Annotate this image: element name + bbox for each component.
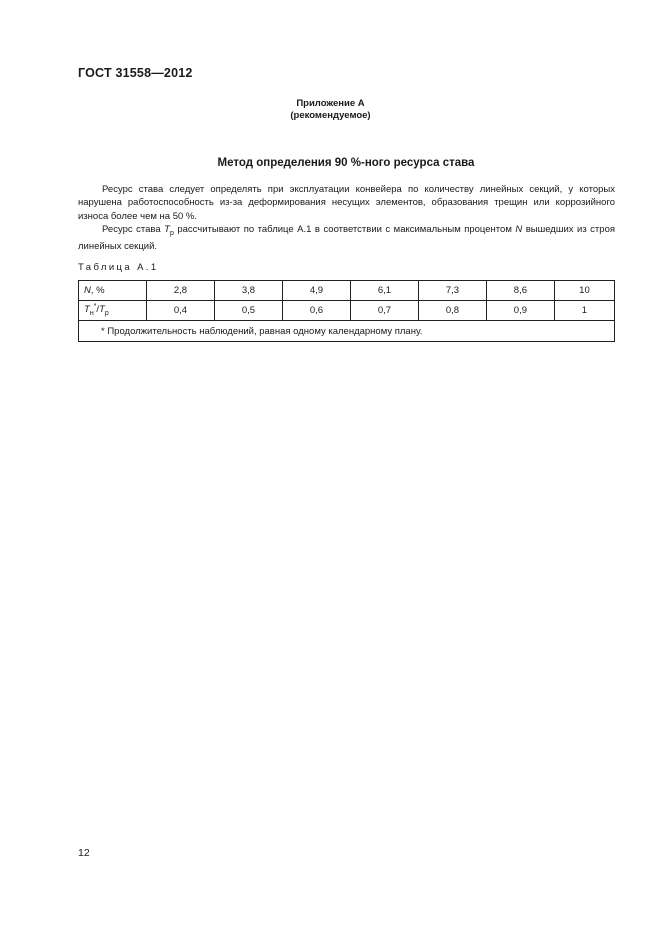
table-cell: 10 xyxy=(554,281,614,301)
ratio-t1-subscript: н xyxy=(89,310,94,318)
annex-status: (рекомендуемое) xyxy=(290,110,371,121)
section-title: Метод определения 90 %-ного ресурса става xyxy=(217,157,475,169)
document-code: ГОСТ 31558—2012 xyxy=(78,66,193,80)
annex-title: Приложение А xyxy=(296,98,365,109)
ratio-t2: T xyxy=(99,304,105,316)
paragraph-2-text-end: вышедших из строя линейных секций. xyxy=(78,224,615,253)
row-header-n-symbol: N xyxy=(84,285,91,296)
ratio-t2-subscript: р xyxy=(104,310,109,318)
table-cell: 0,8 xyxy=(418,301,486,321)
row-header-n-suffix: , % xyxy=(90,285,105,296)
page-number: 12 xyxy=(78,847,90,859)
table-row xyxy=(79,301,615,321)
symbol-n: N xyxy=(515,224,523,235)
paragraph-2 xyxy=(78,223,615,254)
table-cell: 7,3 xyxy=(418,281,486,301)
table-cell: 0,7 xyxy=(350,301,418,321)
paragraph-2-text-middle: рассчитывают по таблице А.1 в соответствии с максимальным процентом xyxy=(173,224,516,235)
ratio-slash: / xyxy=(96,304,100,316)
table-footnote-row xyxy=(79,321,615,342)
table-caption: Таблица А.1 xyxy=(78,262,159,273)
row-header-n xyxy=(79,281,147,301)
table-cell: 2,8 xyxy=(147,281,215,301)
data-table xyxy=(78,280,615,342)
table-cell: 4,9 xyxy=(282,281,350,301)
paragraph-1: Ресурс става следует определять при эксплуатации конвейера по количеству линейных секций, у которых нарушена работоспособность из-за деформирования несущих элементов, образования трещин или коррозийного износа более чем на 50 %. xyxy=(78,184,615,222)
table-footnote: * Продолжительность наблюдений, равная одному календарному плану. xyxy=(79,321,615,342)
row-header-ratio xyxy=(79,301,147,321)
paragraph-2-text-start: Ресурс става xyxy=(102,224,165,235)
ratio-t1-superscript: * xyxy=(93,303,97,311)
table-cell: 8,6 xyxy=(486,281,554,301)
symbol-t-subscript: р xyxy=(169,229,174,237)
table-cell: 0,5 xyxy=(214,301,282,321)
table-cell: 0,6 xyxy=(282,301,350,321)
symbol-t: T xyxy=(164,224,170,235)
table-cell: 0,4 xyxy=(147,301,215,321)
table-cell: 0,9 xyxy=(486,301,554,321)
ratio-t1: T xyxy=(84,304,90,316)
table-cell: 3,8 xyxy=(214,281,282,301)
table-row xyxy=(79,281,615,301)
table-cell: 1 xyxy=(554,301,614,321)
table-cell: 6,1 xyxy=(350,281,418,301)
